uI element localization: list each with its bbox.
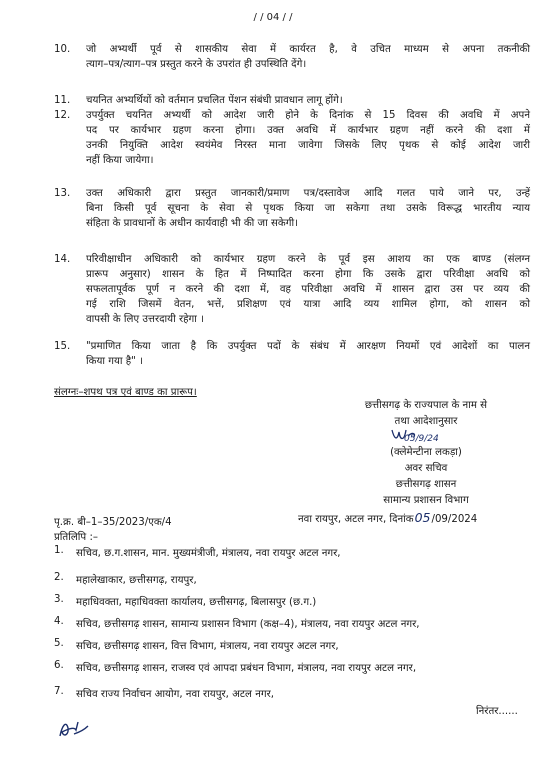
place-date-prefix: नवा रायपुर, अटल नगर, दिनांक	[298, 514, 414, 525]
signatory-designation: अवर सचिव	[404, 463, 448, 474]
clause-10	[54, 42, 532, 74]
clause-line: परिवीक्षाधीन अधिकारी को कार्यभार ग्रहण करने के पूर्व इस आशय का एक बाण्ड (संलग्न	[86, 254, 530, 265]
clause-number: 15.	[54, 341, 71, 352]
copy-to-number: 7.	[54, 686, 64, 697]
clause-15	[54, 339, 532, 371]
by-order-line: तथा आदेशानुसार	[394, 416, 458, 427]
clause-line: उपर्युक्त चयनित अभ्यर्थी को आदेश जारी होने के दिनांक से 15 दिवस की अवधि में अपने	[86, 110, 530, 121]
copy-to-item	[54, 594, 532, 608]
copy-to-item	[54, 545, 532, 559]
continued-marker: निरंतर......	[476, 706, 518, 717]
page-number: / / 04 / /	[253, 12, 293, 23]
clause-line: बिना किसी पूर्व सूचना के सेवा से पृथक किया जा सकेगा तथा उसके विरूद्ध भारतीय न्याय	[86, 203, 530, 214]
memo-place-date	[298, 510, 477, 527]
copy-to-text: महालेखाकार, छत्तीसगढ़, रायपुर,	[76, 575, 197, 586]
copy-to-item	[54, 638, 532, 652]
copy-to-text: सचिव, छत्तीसगढ़ शासन, राजस्व एवं आपदा प्रबंधन विभाग, मंत्रालय, नवा रायपुर अटल नगर,	[76, 663, 417, 674]
copy-to-text: सचिव, छ.ग.शासन, मान. मुख्यमंत्रीजी, मंत्रालय, नवा रायपुर अटल नगर,	[76, 548, 341, 559]
clause-line: प्रारूप अनुसार) शासन के हित में निष्पादित करना होगा कि उसके द्वारा परिवीक्षा अवधि को	[86, 269, 530, 280]
copy-to-item	[54, 572, 532, 586]
memo-number: पृ.क्र. बी–1–35/2023/एक/4	[54, 517, 172, 528]
clause-line: उक्त अधिकारी द्वारा प्रस्तुत जानकारी/प्रमाण पत्र/दस्तावेज आदि गलत पाये जाने पर, उन्हें	[86, 188, 530, 199]
clause-11	[54, 93, 532, 109]
clause-12	[54, 108, 532, 170]
copy-to-number: 2.	[54, 572, 64, 583]
copy-to-number: 5.	[54, 638, 64, 649]
enclosure-note: संलग्नः–शपथ पत्र एवं बाण्ड का प्रारूप।	[54, 387, 197, 398]
clause-13	[54, 186, 532, 233]
clause-number: 10.	[54, 44, 71, 55]
copy-to-number: 3.	[54, 594, 64, 605]
clause-line: सफलतापूर्वक पूर्ण न करने की दशा में, वह परिवीक्षा अवधि में शासन द्वारा उस पर व्यय की	[86, 284, 530, 295]
copy-to-heading: प्रतिलिपि :–	[54, 532, 98, 543]
clause-line: पद पर कार्यभार ग्रहण करना होगा। उक्त अवधि में कार्यभार ग्रहण नहीं करने की दशा में	[86, 125, 530, 136]
clause-line: त्याग–पत्र/त्याग–पत्र प्रस्तुत करने के उपरांत ही उपस्थिति देंगे।	[86, 59, 307, 70]
clause-14	[54, 252, 532, 329]
handwritten-date: 05/9/24	[404, 434, 439, 444]
clause-line: नहीं किया जायेगा।	[86, 155, 154, 166]
clause-number: 12.	[54, 110, 71, 121]
clause-number: 13.	[54, 188, 71, 199]
clause-line: संहिता के प्रावधानों के अधीन कार्यवाही भी की जा सकेगी।	[86, 218, 298, 229]
signatory-government: छत्तीसगढ़ शासन	[395, 479, 457, 490]
copy-to-item	[54, 616, 532, 630]
handwritten-initials	[54, 716, 94, 742]
copy-to-item	[54, 686, 532, 700]
clause-number: 11.	[54, 95, 71, 106]
copy-to-number: 6.	[54, 660, 64, 671]
copy-to-text: सचिव, छत्तीसगढ़ शासन, वित्त विभाग, मंत्रालय, नवा रायपुर अटल नगर,	[76, 641, 339, 652]
copy-to-text: सचिव, छत्तीसगढ़ शासन, सामान्य प्रशासन विभाग (कक्ष–4), मंत्रालय, नवा रायपुर अटल नगर,	[76, 619, 420, 630]
copy-to-number: 1.	[54, 545, 64, 556]
clause-line: उनकी नियुक्ति आदेश स्वयंमेव निरस्त माना जावेगा जिसके लिए पृथक से कोई आदेश जारी	[86, 140, 530, 151]
signatory-department: सामान्य प्रशासन विभाग	[383, 495, 469, 506]
signatory-name: (क्लेमेन्टीना लकड़ा)	[390, 447, 462, 458]
copy-to-number: 4.	[54, 616, 64, 627]
clause-number: 14.	[54, 254, 71, 265]
copy-to-item	[54, 660, 532, 674]
copy-to-text: सचिव राज्य निर्वाचन आयोग, नवा रायपुर, अटल नगर,	[76, 689, 274, 700]
clause-line: गई राशि जिसमें वेतन, भत्तें, प्रशिक्षण एवं यात्रा आदि व्यय शामिल होगा, को शासन को	[86, 299, 530, 310]
clause-line: चयनित अभ्यर्थियों को वर्तमान प्रचलित पेंशन संबंधी प्रावधान लागू होंगे।	[86, 95, 343, 106]
clause-line: किया गया है" ।	[86, 356, 143, 367]
date-rest: /09/2024	[431, 514, 478, 525]
clause-line: "प्रमाणित किया जाता है कि उपर्युक्त पदों के संबंध में आरक्षण नियमों एवं आदेशों का पालन	[86, 341, 530, 352]
clause-line: जो अभ्यर्थी पूर्व से शासकीय सेवा में कार्यरत है, वे उचित माध्यम से अपना तकनीकी	[86, 44, 530, 55]
governor-order-line: छत्तीसगढ़ के राज्यपाल के नाम से	[364, 400, 488, 411]
handwritten-day: 05	[414, 510, 431, 525]
copy-to-text: महाधिवक्ता, महाधिवक्ता कार्यालय, छत्तीसगढ़, बिलासपुर (छ.ग.)	[76, 597, 317, 608]
clause-line: वापसी के लिए उत्तरदायी रहेगा ।	[86, 314, 205, 325]
